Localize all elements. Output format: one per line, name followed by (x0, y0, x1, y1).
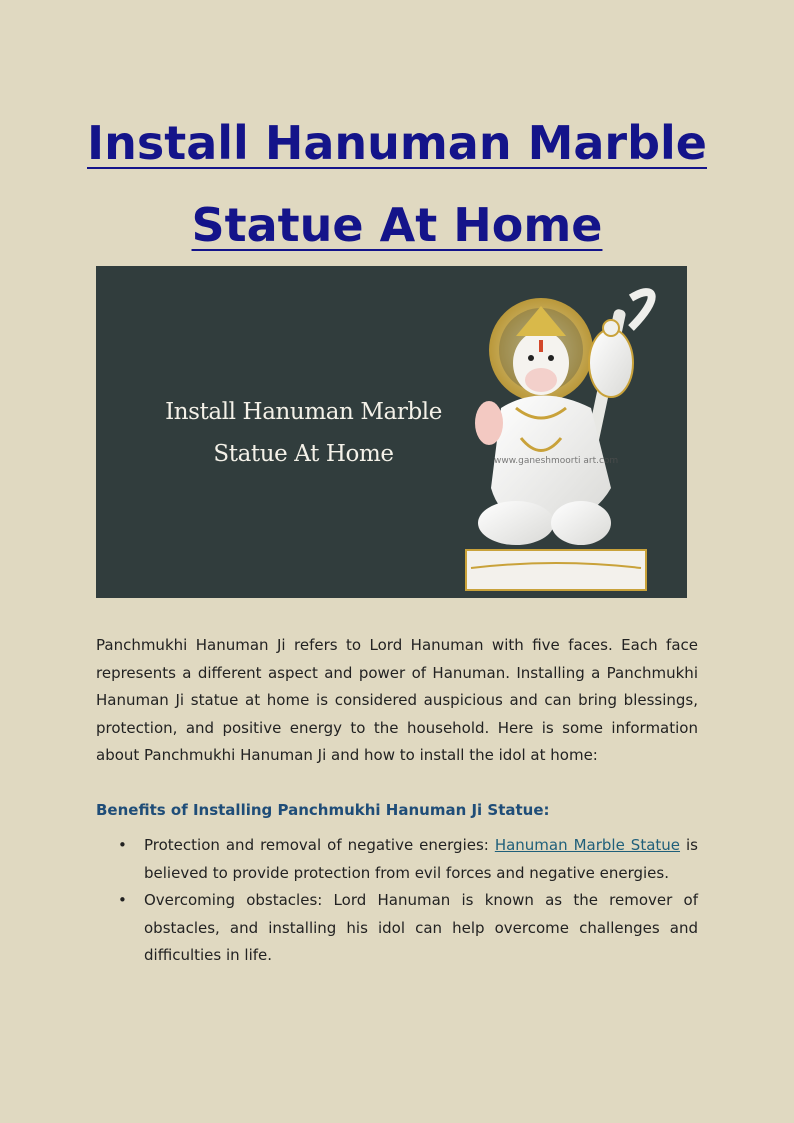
banner-caption (136, 391, 471, 475)
banner-caption-line-1: Install Hanuman Marble (165, 399, 442, 425)
hero-banner-image (96, 266, 687, 598)
list-item-text-before: Protection and removal of negative energies: (144, 836, 495, 854)
page-title (0, 102, 794, 266)
benefits-list (96, 832, 698, 970)
hanuman-marble-statue-link[interactable]: Hanuman Marble Statue (494, 836, 681, 854)
hanuman-statue-illustration (461, 288, 671, 593)
bullet-icon: • (118, 836, 127, 854)
list-item (96, 832, 698, 887)
page-title-line-1: Install Hanuman Marble (87, 116, 707, 170)
list-item-text-after: is believed to provide protection from evil forces and negative energies. (144, 836, 698, 882)
intro-paragraph: Panchmukhi Hanuman Ji refers to Lord Hanuman with five faces. Each face represents a different aspect and power of Hanuman. Installing a Panchmukhi Hanuman Ji statue at home is considered auspicious and can bring blessings, protection, and positive energy to the household. Here is some information about Panchmukhi Hanuman Ji and how to install the idol at home: (96, 636, 698, 765)
benefits-heading: Benefits of Installing Panchmukhi Hanuman Ji Statue: (96, 801, 550, 819)
page-title-line-2: Statue At Home (191, 198, 603, 252)
banner-watermark: www.ganeshmoorti art.com (494, 456, 619, 466)
list-item-text: Overcoming obstacles: Lord Hanuman is known as the remover of obstacles, and installing his idol can help overcome challenges and difficulties in life. (144, 891, 698, 965)
bullet-icon: • (118, 891, 127, 910)
list-item (96, 887, 698, 970)
banner-caption-line-2: Statue At Home (213, 441, 394, 467)
